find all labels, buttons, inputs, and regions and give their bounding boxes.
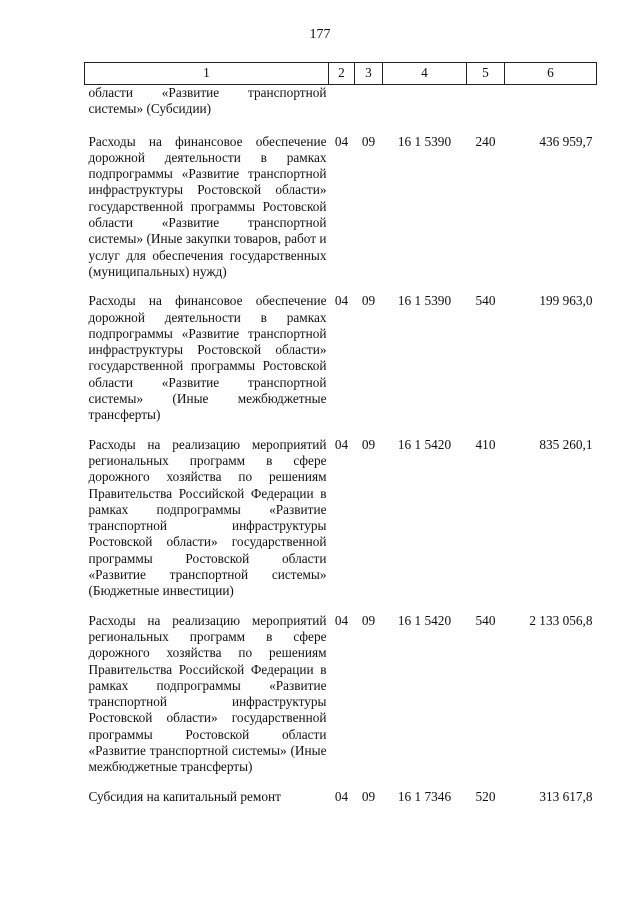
row-section: 04 xyxy=(334,612,349,628)
row-target-code: 16 1 5420 xyxy=(397,612,452,628)
header-col-5: 5 xyxy=(467,63,505,85)
row-section: 04 xyxy=(334,133,349,149)
row-expense-type: 540 xyxy=(475,293,496,309)
row-expense-type xyxy=(467,85,505,134)
table-row xyxy=(85,134,597,294)
table-row xyxy=(85,613,597,789)
row-section: 04 xyxy=(334,788,349,804)
row-target-code: 16 1 7346 xyxy=(397,788,452,804)
row-target-code xyxy=(383,85,467,134)
row-subsection: 09 xyxy=(361,612,376,628)
budget-table xyxy=(84,62,597,818)
table-row xyxy=(85,789,597,818)
row-expense-type: 540 xyxy=(475,612,496,628)
row-section xyxy=(329,85,355,134)
row-description: Расходы на реализацию мероприятий региональных программ в сфере дорожного хозяйства по решениям Правительства Российской Федерации в рамках подпрограммы «Развитие транспортной инфраструктуры Ростовской области» государственной программы Ростовской области «Развитие транспортной системы» (Бюджетные инвестиции) xyxy=(88,436,327,599)
header-col-2: 2 xyxy=(329,63,355,85)
row-expense-type: 240 xyxy=(475,133,496,149)
row-section: 04 xyxy=(334,293,349,309)
row-amount: 436 959,7 xyxy=(539,133,593,149)
row-description: Субсидия на капитальный ремонт xyxy=(88,788,281,804)
row-target-code: 16 1 5390 xyxy=(397,293,452,309)
row-subsection xyxy=(355,85,383,134)
table-row xyxy=(85,293,597,436)
table-header xyxy=(85,63,597,85)
budget-table-container xyxy=(84,62,596,818)
table-row xyxy=(85,85,597,134)
row-subsection: 09 xyxy=(361,293,376,309)
row-amount: 835 260,1 xyxy=(539,436,593,452)
row-amount: 199 963,0 xyxy=(539,293,593,309)
header-col-4: 4 xyxy=(383,63,467,85)
row-subsection: 09 xyxy=(361,436,376,452)
row-target-code: 16 1 5420 xyxy=(397,436,452,452)
header-col-1: 1 xyxy=(85,63,329,85)
header-col-6: 6 xyxy=(505,63,597,85)
row-amount: 2 133 056,8 xyxy=(529,612,593,628)
row-amount xyxy=(505,85,597,134)
header-col-3: 3 xyxy=(355,63,383,85)
row-expense-type: 410 xyxy=(475,436,496,452)
row-description: Расходы на финансовое обеспечение дорожной деятельности в рамках подпрограммы «Развитие транспортной инфраструктуры Ростовской области» государственной программы Ростовской области «Развитие транспортной системы» (Иные закупки товаров, работ и услуг для обеспечения государственных (муниципальных) нужд) xyxy=(88,133,327,279)
row-description: Расходы на финансовое обеспечение дорожной деятельности в рамках подпрограммы «Развитие транспортной инфраструктуры Ростовской области» государственной программы Ростовской области «Развитие транспортной системы» (Иные межбюджетные трансферты) xyxy=(88,293,327,423)
row-subsection: 09 xyxy=(361,133,376,149)
row-subsection: 09 xyxy=(361,788,376,804)
row-target-code: 16 1 5390 xyxy=(397,133,452,149)
row-amount: 313 617,8 xyxy=(539,788,593,804)
page-number: 177 xyxy=(309,27,331,42)
row-section: 04 xyxy=(334,436,349,452)
table-row xyxy=(85,437,597,613)
row-description: Расходы на реализацию мероприятий региональных программ в сфере дорожного хозяйства по решениям Правительства Российской Федерации в рамках подпрограммы «Развитие транспортной инфраструктуры Ростовской области» государственной программы Ростовской области «Развитие транспортной системы» (Иные межбюджетные трансферты) xyxy=(88,612,327,775)
row-expense-type: 520 xyxy=(475,788,496,804)
row-description: области «Развитие транспортной системы» (Субсидии) xyxy=(88,85,327,117)
